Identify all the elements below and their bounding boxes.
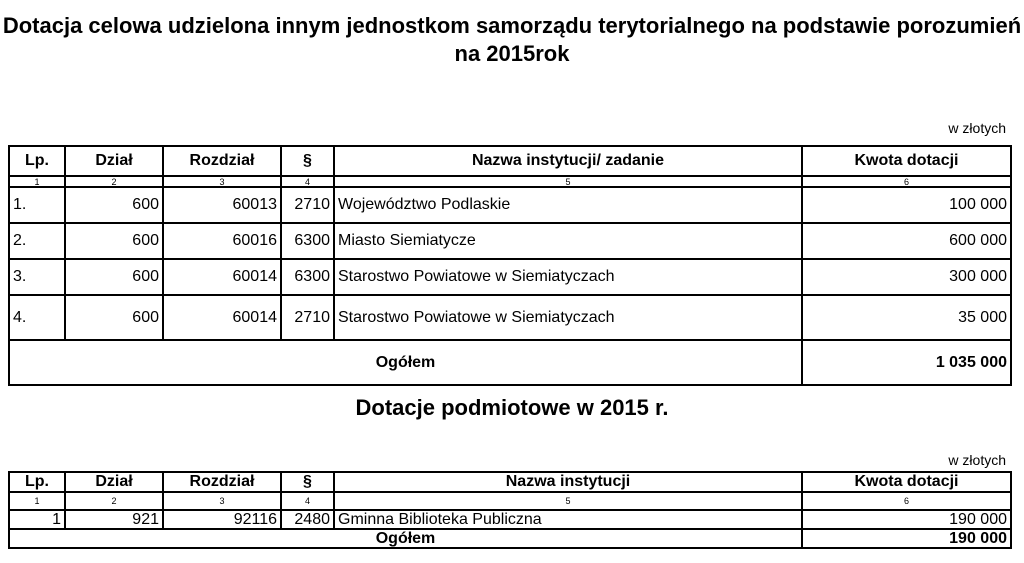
cell-name: Starostwo Powiatowe w Siemiatyczach (334, 259, 802, 295)
cell-name: Miasto Siemiatycze (334, 223, 802, 259)
header-dzial: Dział (65, 146, 163, 176)
total-row (9, 529, 1011, 548)
cell-rozdzial: 60013 (163, 187, 281, 223)
cell-rozdzial: 92116 (163, 510, 281, 529)
header-dzial: Dział (65, 472, 163, 492)
subject-grants-table (8, 471, 1012, 549)
cell-paragraph: 2710 (281, 295, 334, 340)
column-number: 3 (163, 492, 281, 510)
cell-amount: 100 000 (802, 187, 1011, 223)
column-number: 6 (802, 176, 1011, 187)
cell-dzial: 600 (65, 259, 163, 295)
header-lp: Lp. (9, 472, 65, 492)
table-row (9, 295, 1011, 340)
cell-lp: 4. (9, 295, 65, 340)
cell-rozdzial: 60014 (163, 259, 281, 295)
table-header-row (9, 472, 1011, 492)
header-paragraph: § (281, 472, 334, 492)
cell-dzial: 600 (65, 187, 163, 223)
header-amount: Kwota dotacji (802, 472, 1011, 492)
header-name: Nazwa instytucji (334, 472, 802, 492)
column-number: 5 (334, 176, 802, 187)
column-number: 5 (334, 492, 802, 510)
header-lp: Lp. (9, 146, 65, 176)
total-amount: 1 035 000 (802, 340, 1011, 385)
total-amount: 190 000 (802, 529, 1011, 548)
cell-dzial: 600 (65, 295, 163, 340)
cell-dzial: 921 (65, 510, 163, 529)
cell-lp: 1 (9, 510, 65, 529)
total-label: Ogółem (9, 529, 802, 548)
cell-lp: 1. (9, 187, 65, 223)
table-header-row (9, 146, 1011, 176)
cell-lp: 3. (9, 259, 65, 295)
cell-amount: 600 000 (802, 223, 1011, 259)
column-number: 3 (163, 176, 281, 187)
column-number: 2 (65, 492, 163, 510)
total-label: Ogółem (9, 340, 802, 385)
header-amount: Kwota dotacji (802, 146, 1011, 176)
cell-name: Starostwo Powiatowe w Siemiatyczach (334, 295, 802, 340)
cell-amount: 35 000 (802, 295, 1011, 340)
cell-lp: 2. (9, 223, 65, 259)
total-row (9, 340, 1011, 385)
column-number: 6 (802, 492, 1011, 510)
header-paragraph: § (281, 146, 334, 176)
column-number-row (9, 176, 1011, 187)
cell-amount: 190 000 (802, 510, 1011, 529)
cell-rozdzial: 60014 (163, 295, 281, 340)
currency-unit-label: w złotych (948, 452, 1006, 468)
page-title: Dotacja celowa udzielona innym jednostkom samorządu terytorialnego na podstawie porozumień na 2015rok (2, 13, 1022, 66)
cell-paragraph: 2710 (281, 187, 334, 223)
column-number: 2 (65, 176, 163, 187)
header-rozdzial: Rozdział (163, 146, 281, 176)
column-number-row (9, 492, 1011, 510)
cell-name: Gminna Biblioteka Publiczna (334, 510, 802, 529)
cell-amount: 300 000 (802, 259, 1011, 295)
cell-rozdzial: 60016 (163, 223, 281, 259)
currency-unit-label: w złotych (948, 120, 1006, 136)
cell-paragraph: 6300 (281, 223, 334, 259)
column-number: 1 (9, 492, 65, 510)
table-row (9, 187, 1011, 223)
table-row (9, 223, 1011, 259)
cell-paragraph: 2480 (281, 510, 334, 529)
cell-dzial: 600 (65, 223, 163, 259)
header-rozdzial: Rozdział (163, 472, 281, 492)
cell-name: Województwo Podlaskie (334, 187, 802, 223)
cell-paragraph: 6300 (281, 259, 334, 295)
column-number: 4 (281, 176, 334, 187)
table-row (9, 510, 1011, 529)
section-title: Dotacje podmiotowe w 2015 r. (355, 395, 669, 420)
header-name: Nazwa instytucji/ zadanie (334, 146, 802, 176)
column-number: 1 (9, 176, 65, 187)
table-row (9, 259, 1011, 295)
column-number: 4 (281, 492, 334, 510)
targeted-grants-table (8, 145, 1012, 386)
